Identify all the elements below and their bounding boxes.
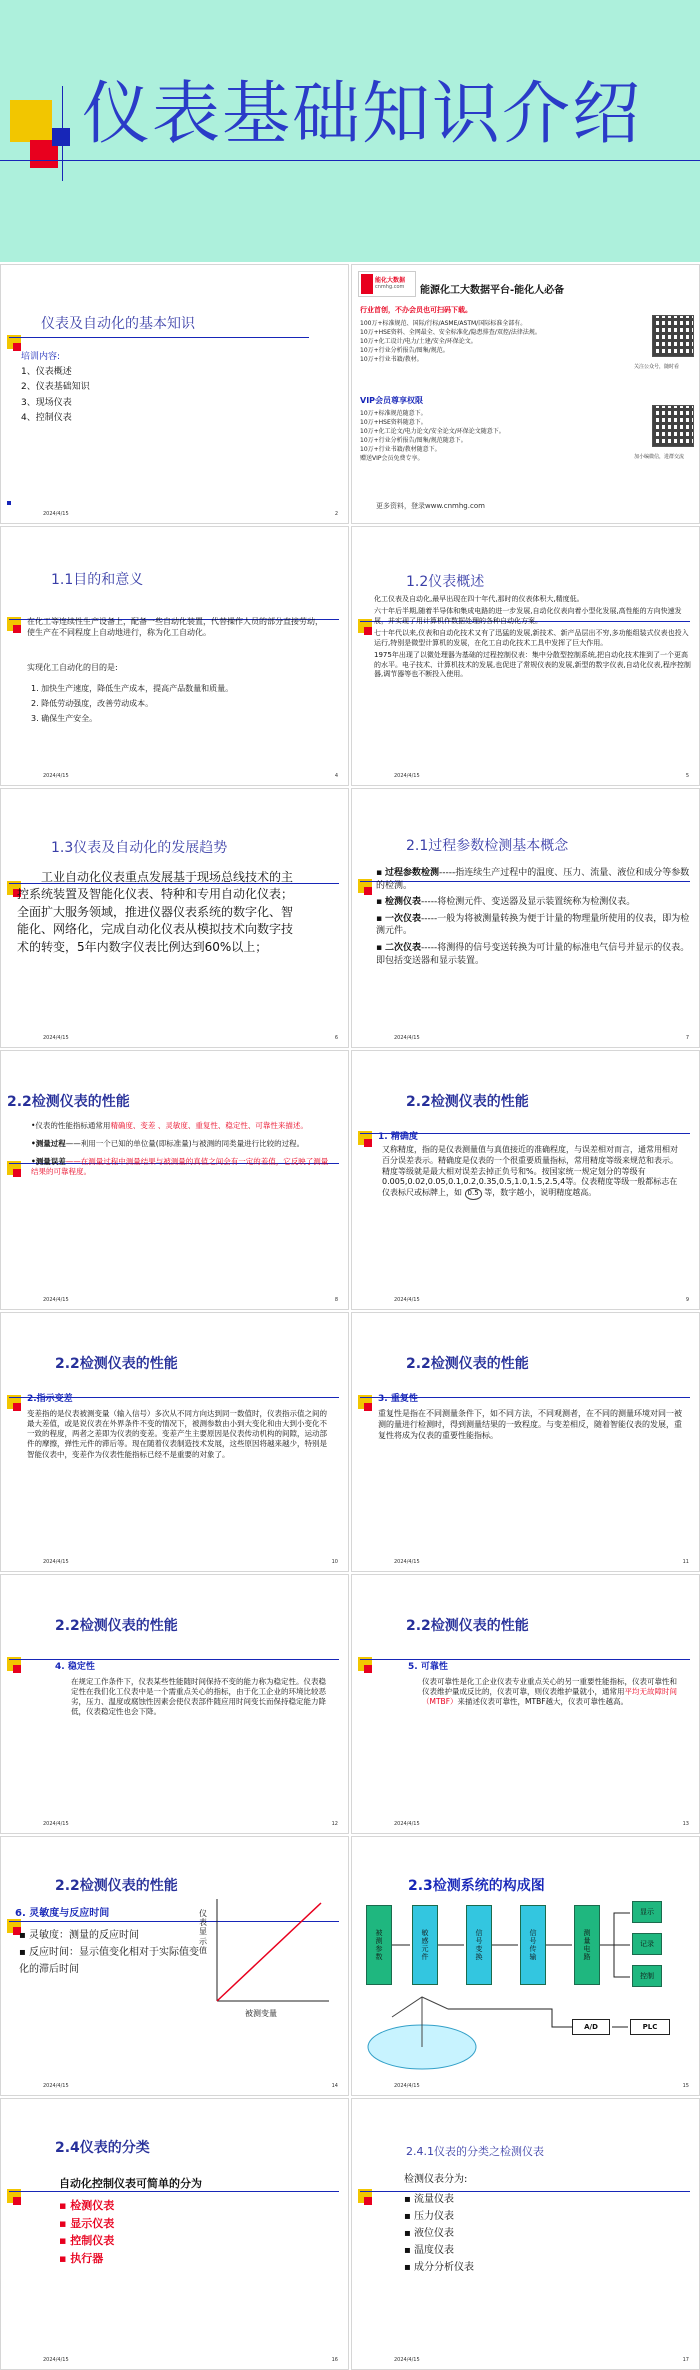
footer-date: 2024/4/15 [43, 1559, 69, 1565]
section-heading: 3. 重复性 [378, 1394, 418, 1404]
paragraph: 工业自动化仪表重点发展基于现场总线技术的主控系统装置及智能化仪表、特种和专用自动化仪表；全面扩大服务领域，推进仪器仪表系统的数字化、智能化、网络化，完成自动化仪表从模拟技术向数字技术的转变，5年内数字仪表比例达到60%以上； [17, 870, 294, 954]
section-heading: 1. 精确度 [378, 1132, 418, 1142]
slide-11 [351, 1312, 700, 1572]
corner-block-icon [52, 128, 70, 146]
text: 等，数字越小，说明精度越高。 [484, 1188, 597, 1198]
slide-title: 2.2检测仪表的性能 [406, 1618, 529, 1634]
corner-block-icon [13, 1169, 21, 1177]
footer-date: 2024/4/15 [394, 1297, 420, 1303]
text: 检测仪表 [70, 2199, 115, 2212]
list-item: 赠送VIP会员免费专享。 [360, 455, 424, 462]
highlight-text: 平均无故障时间（MTBF） [422, 1687, 677, 1707]
footer-date: 2024/4/15 [394, 773, 420, 779]
output-node: 显示 [632, 1901, 662, 1923]
footer-date: 2024/4/15 [43, 1035, 69, 1041]
output-node: 记录 [632, 1933, 662, 1955]
corner-block-icon [364, 1665, 372, 1673]
qr-caption: 加小编微信，进群交流 [634, 454, 685, 460]
corner-block-icon [364, 627, 372, 635]
brand-logo [358, 271, 416, 297]
page-number: 16 [331, 2357, 338, 2363]
category-list [59, 2197, 114, 2267]
paragraph: 变差指的是仪表被测变量（输入信号）多次从不同方向达到同一数值时，仪表指示值之间的最大差值，或是说仪表在外界条件不变的情况下，被测参数由小到大变化和由大到小变化不一致的程度，两者之差即为仪表的变差。变差产生主要原因是仪表传动机构的间隙，运动部件的摩擦，弹性元件的滞后等。现在随着仪表制造技术发展，这些原因将越来越少，特别是智能仪表中，变差作为仪表性能指标已经不是重要的对象了。 [27, 1409, 327, 1459]
list-item: 1. 加快生产速度，降低生产成本，提高产品数量和质量。 [31, 684, 234, 693]
flow-node: 敏感元件 [412, 1905, 438, 1985]
paragraph [422, 1677, 684, 1707]
paragraph: 六十年后半期,随着半导体和集成电路的进一步发展,自动化仪表向着小型化发展,高性能的方向快速发展，并实现了用计算机作数据处理的各种自动化方案。 [374, 607, 682, 625]
footer-date: 2024/4/15 [394, 2083, 420, 2089]
lead-text: 检测仪表分为: [404, 2174, 468, 2185]
list-item: ▪ 二次仪表-----将测得的信号变送转换为可计量的标准电气信号并显示的仪表。即包括变送器和显示装置。 [376, 942, 690, 966]
corner-block-icon [364, 887, 372, 895]
definition: ——利用一个已知的单位量(即标准量)与被测的同类量进行比较的过程。 [65, 1139, 305, 1149]
title-slide [0, 0, 700, 262]
footer-date: 2024/4/15 [43, 1297, 69, 1303]
divider [360, 1659, 690, 1660]
page-number: 13 [682, 1821, 689, 1827]
slide-title: 2.2检测仪表的性能 [55, 1878, 178, 1894]
slide-title: 2.2检测仪表的性能 [7, 1094, 130, 1110]
slide-2 [0, 264, 349, 524]
page-number: 2 [334, 511, 338, 517]
list-item: ▪ 成分分析仪表 [404, 2262, 474, 2273]
text: 成分分析仪表 [413, 2262, 474, 2273]
slide-title: 1.1目的和意义 [51, 572, 144, 588]
qr-code-icon [652, 315, 694, 357]
paragraph [31, 1121, 331, 1131]
slide-title: 2.3检测系统的构成图 [408, 1878, 545, 1894]
paragraph [382, 1145, 682, 1200]
ad-headline: 能源化工大数据平台-能化人必备 [420, 285, 565, 296]
list-item: ▪ 执行器 [59, 2251, 104, 2265]
flow-node: 信号变换 [466, 1905, 492, 1985]
list-item: 10万+行业分析报告/图集/规范。 [360, 347, 449, 354]
slide-6 [0, 788, 349, 1048]
text: 控制仪表 [70, 2234, 115, 2248]
paragraph: 七十年代以来,仪表和自动化技术又有了迅猛的发展,新技术、新产品层出不穷,多功能组装式仪表也投入运行,特别是微型计算机的发展，在化工自动化技术工具中发挥了巨大作用。 [374, 629, 689, 647]
list-item: ▪ 流量仪表 [404, 2194, 454, 2205]
slide-title: 2.1过程参数检测基本概念 [406, 838, 569, 854]
list-item: ▪ 温度仪表 [404, 2245, 454, 2256]
ad-features [360, 319, 590, 364]
list-item: 10万+HSE资料随意下。 [360, 419, 427, 426]
page-number: 8 [334, 1297, 338, 1303]
page-number: 12 [331, 1821, 338, 1827]
term: •测量过程 [31, 1139, 66, 1149]
slide-7 [351, 788, 700, 1048]
section-heading: 培训内容: [21, 352, 61, 362]
definition: -----将测得的信号变送转换为可计量的标准电气信号并显示的仪表。即包括变送器和显示装置。 [376, 942, 690, 966]
list-item: ▪ 过程参数检测-----指连续生产过程中的温度、压力、流量、液位和成分等参数的检测。 [376, 868, 690, 891]
list-item: 10万+行业书籍/教材随意下。 [360, 446, 441, 453]
precision-badge: 0.5 [465, 1188, 482, 1199]
slide-10 [0, 1312, 349, 1572]
page-title: 仪表基础知识介绍 [82, 75, 643, 154]
ad-footer-link[interactable]: 更多资料，登录www.cnmhg.com [376, 502, 485, 510]
qr-caption: 关注公众号，随时看 [634, 364, 680, 370]
definition: -----一般为将被测量转换为便于计量的物理量所使用的仪表，即为检测元件。 [376, 913, 690, 937]
page-number: 11 [682, 1559, 689, 1565]
list-item: ▪ 液位仪表 [404, 2228, 454, 2239]
section-heading: 6. 灵敏度与反应时间 [15, 1908, 110, 1919]
corner-block-icon [13, 1665, 21, 1673]
slide-16 [0, 2098, 349, 2370]
list-item: 1、仪表概述 [21, 367, 72, 377]
slide-9 [351, 1050, 700, 1310]
corner-block-icon [13, 2197, 21, 2205]
vip-title: VIP会员尊享权限 [360, 396, 424, 405]
definition: -----指连续生产过程中的温度、压力、流量、液位和成分等参数的检测。 [376, 868, 690, 891]
vip-features [360, 409, 600, 463]
paragraph: 重复性是指在不同测量条件下，如不同方法，不同观测者，在不同的测量环境对同一被测的量进行检测时，得到测量结果的一致程度。与变差相反，随着智能仪表的发展，重复性将成为仪表的重要性能指标。 [378, 1409, 682, 1440]
list-item: 3、现场仪表 [21, 397, 72, 408]
term: 检测仪表 [384, 897, 421, 908]
page-number: 4 [334, 773, 338, 779]
text: 温度仪表 [413, 2245, 454, 2256]
slide-title: 2.4.1仪表的分类之检测仪表 [406, 2145, 544, 2158]
list-item: ▪ 显示仪表 [59, 2216, 115, 2230]
corner-block-icon [364, 1139, 372, 1147]
slide-14 [0, 1836, 349, 2096]
paragraph: 实现化工自动化的目的是: [27, 663, 118, 672]
list-item: ▪ 压力仪表 [404, 2211, 454, 2222]
slide-15 [351, 1836, 700, 2096]
brand-url: cnmhg.com [375, 284, 405, 290]
list-item: 10万+行业书籍/教材。 [360, 356, 423, 363]
overview-text [374, 595, 692, 680]
highlight-text: ——在测量过程中测量结果与被测量的真值之间会有一定的差值，它反映了测量结果的可靠程度。 [31, 1157, 329, 1177]
slide-13 [351, 1574, 700, 1834]
chart-x-label: 被测变量 [245, 2009, 277, 2018]
footer-date: 2024/4/15 [43, 2083, 69, 2089]
flow-node: 信号传输 [520, 1905, 546, 1985]
slide-title: 2.4仪表的分类 [55, 2140, 150, 2156]
list-item: 100万+标准规范、国际/行标/ASME/ASTM/国际标准全部有。 [360, 320, 527, 327]
corner-block-icon [364, 2197, 372, 2205]
slide-8 [0, 1050, 349, 1310]
corner-block-icon [10, 100, 52, 142]
term: 二次仪表 [384, 942, 421, 953]
instrument-list [404, 2191, 474, 2276]
text: 又称精度，指的是仪表测量值与真值接近的准确程度，与误差相对而言，通常用相对百分误差表示。精确度是仪表的一个很重要质量指标，常用精度等级来规范和表示。精度等级就是最大相对误差去掉正负号和%。按国家统一规定划分的等级有0.005,0.02,0.05,0.1,0.2,0.35,0.5,1.0,1.5,2.5,4等。仪表精度等级一般都标志在仪表标尺或标牌上，如 [382, 1145, 678, 1198]
lead-text: 自动化控制仪表可简单的分为 [59, 2177, 202, 2190]
slide-title: 仪表及自动化的基本知识 [41, 316, 195, 332]
flow-connectors [352, 1897, 700, 2077]
ad-subline: 行业首创，不办会员也可扫码下载。 [360, 306, 472, 314]
response-line [217, 1903, 321, 2001]
page-number: 6 [334, 1035, 338, 1041]
text: 执行器 [70, 2251, 104, 2265]
slide-title: 2.2检测仪表的性能 [406, 1094, 529, 1110]
page-number: 5 [685, 773, 689, 779]
slide-5 [351, 526, 700, 786]
list-item: ▪ 灵敏度：测量的反应时间 [19, 1930, 139, 1941]
corner-block-icon [364, 1403, 372, 1411]
footer-date: 2024/4/15 [43, 511, 69, 517]
output-node: 控制 [632, 1965, 662, 1987]
response-chart [213, 1897, 333, 2007]
paragraph: 化工仪表及自动化,最早出现在四十年代,那时的仪表体积大,精度低。 [374, 595, 584, 603]
section-heading: 4. 稳定性 [55, 1662, 95, 1672]
list-item: 10万+行业分析报告/图集/规范随意下。 [360, 437, 467, 444]
page-number: 9 [685, 1297, 689, 1303]
footer-date: 2024/4/15 [394, 1035, 420, 1041]
page-number: 14 [331, 2083, 338, 2089]
text: 显示仪表 [70, 2216, 115, 2230]
slide-title: 2.2检测仪表的性能 [55, 1618, 178, 1634]
list-item: 10万+化工设计/电力/土建/安全/环保论文。 [360, 338, 477, 345]
paragraph [31, 1139, 331, 1149]
text: 流量仪表 [413, 2194, 454, 2205]
term: 一次仪表 [384, 913, 421, 924]
section-heading: 5. 可靠性 [408, 1662, 448, 1672]
footer-date: 2024/4/15 [394, 2357, 420, 2363]
slide-title: 2.2检测仪表的性能 [55, 1356, 178, 1372]
list-item: 4、控制仪表 [21, 412, 72, 423]
footer-date: 2024/4/15 [394, 1821, 420, 1827]
text: •仪表的性能指标通常用 [31, 1121, 111, 1130]
ad-slide [351, 264, 700, 524]
flow-node: 测量电路 [574, 1905, 600, 1985]
qr-code-icon [652, 405, 694, 447]
flow-branch-icon [600, 1913, 630, 1977]
list-item: 10万+标准规范随意下。 [360, 410, 427, 417]
slide-17 [351, 2098, 700, 2370]
text: 压力仪表 [413, 2211, 454, 2222]
flow-node: 被测参数 [366, 1905, 392, 1985]
footer-date: 2024/4/15 [43, 2357, 69, 2363]
slide-4 [0, 526, 349, 786]
footer-date: 2024/4/15 [43, 1821, 69, 1827]
divider [62, 86, 63, 181]
slide-title: 2.2检测仪表的性能 [406, 1356, 529, 1372]
text: 灵敏度：测量的反应时间 [28, 1930, 139, 1941]
performance-intro [31, 1121, 331, 1178]
list-item: 3. 确保生产安全。 [31, 714, 98, 724]
section-heading: 2.指示变差 [27, 1394, 73, 1404]
list-item: 10万+化工论文/电力论文/安全论文/环保论文随意下。 [360, 428, 505, 435]
paragraph: 1975年出现了以微处理器为基础的过程控制仪表：集中分散型控制系统,把自动化技术推到了一个更高的水平。电子技术、计算机技术的发展,也促进了常规仪表的发展,新型的数字仪表,自动化仪表,程序控制器,调节器等也不断投入使用。 [374, 651, 691, 679]
term: 过程参数检测 [384, 868, 439, 878]
list-item: 2、仪表基础知识 [21, 382, 90, 393]
term: •测量误差 [31, 1157, 66, 1167]
divider [0, 160, 700, 161]
outline-list [21, 365, 90, 426]
text: 来描述仪表可靠性，MTBF越大，仪表可靠性越高。 [457, 1697, 629, 1707]
list-item: ▪ 一次仪表-----一般为将被测量转换为便于计量的物理量所使用的仪表，即为检测元件。 [376, 913, 690, 937]
list-item: ▪ 检测仪表 [59, 2199, 115, 2212]
divider [9, 337, 309, 338]
list-item: ▪ 反应时间：显示值变化相对于实际值变化的滞后时间 [19, 1947, 199, 1975]
corner-block-icon [13, 1403, 21, 1411]
page-number: 10 [331, 1559, 338, 1565]
chart-y-label: 仪表显示值 [199, 1909, 207, 1955]
footer-date: 2024/4/15 [43, 773, 69, 779]
definition: -----将检测元件、变送器及显示装置统称为检测仪表。 [420, 897, 636, 908]
paragraph: 在化工等连续性生产设备上，配备一些自动化装置，代替操作人员的部分直接劳动，使生产在不同程度上自动地进行，称为化工自动化。 [27, 617, 323, 637]
list-item: ▪ 控制仪表 [59, 2234, 115, 2248]
slide-title: 1.2仪表概述 [406, 574, 485, 590]
text: 液位仪表 [413, 2228, 454, 2239]
brand-name: 能化大数据 [375, 277, 406, 284]
corner-block-icon [13, 625, 21, 633]
paragraph: 在规定工作条件下，仪表某些性能随时间保持不变的能力称为稳定性。仪表稳定性在我们化工仪表中是一个需重点关心的指标，由于化工企业的环境比较恶劣，压力、温度或腐蚀性因素会使仪表部件随应用时间变长而保持稳定能力降低，仪表稳定性也会下降。 [71, 1677, 326, 1717]
goal-list [31, 681, 331, 727]
concept-list [19, 1927, 199, 1978]
divider [9, 1659, 339, 1660]
corner-block-icon [13, 343, 21, 351]
page-number: 17 [682, 2357, 689, 2363]
paragraph [31, 1157, 331, 1177]
page-number: 7 [685, 1035, 689, 1041]
list-item: 10万+HSE资料、全网最全、安全标准化/隐患排查/双控/法律法规。 [360, 329, 541, 336]
slide-12 [0, 1574, 349, 1834]
text: 仪表可靠性是化工企业仪表专业重点关心的另一重要性能指标，仪表可靠性和仪表维护量成反比的，仪表可靠，则仪表维护量就小，通常用 [422, 1677, 677, 1697]
ad-converter: A/D [572, 2019, 610, 2035]
slide-title: 1.3仪表及自动化的发展趋势 [51, 840, 228, 856]
logo-mark-icon [361, 274, 373, 294]
square-bullet-icon [7, 501, 11, 505]
plc-unit: PLC [630, 2019, 670, 2035]
definition-list [376, 867, 692, 967]
highlight-text: 精确度、变差 、灵敏度、重复性、稳定性、可靠性来描述。 [110, 1121, 308, 1130]
text: 反应时间：显示值变化相对于实际值变化的滞后时间 [19, 1947, 199, 1975]
footer-date: 2024/4/15 [394, 1559, 420, 1565]
list-item: 2. 降低劳动强度，改善劳动成本。 [31, 699, 154, 709]
page-number: 15 [682, 2083, 689, 2089]
list-item: ▪ 检测仪表-----将检测元件、变送器及显示装置统称为检测仪表。 [376, 897, 636, 908]
